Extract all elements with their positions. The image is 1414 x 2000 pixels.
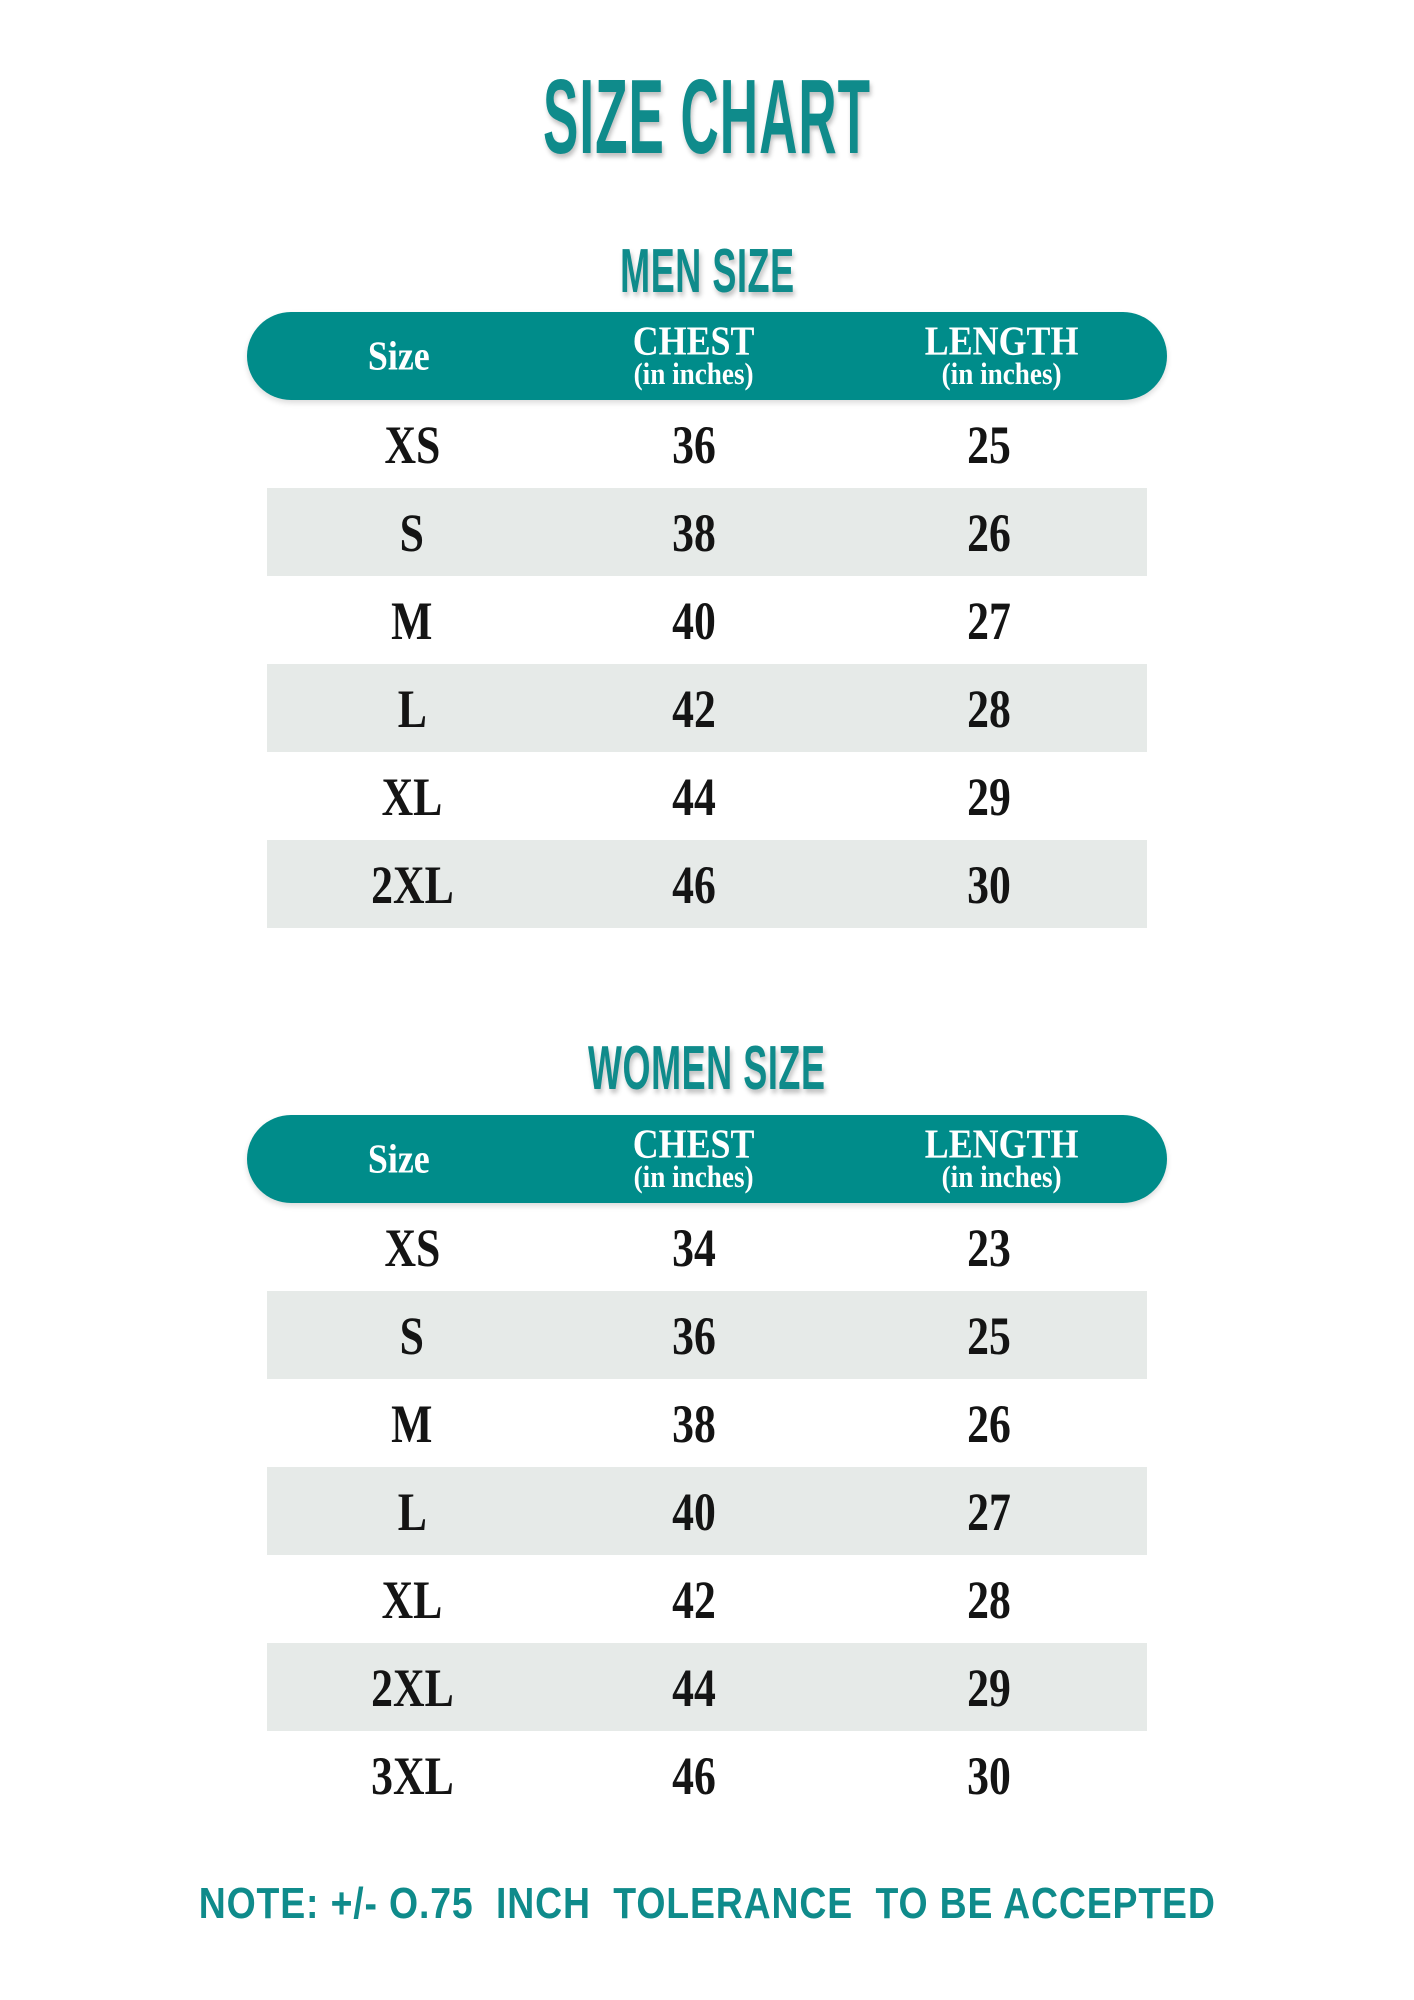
tolerance-note xyxy=(0,1879,1414,1929)
men-header-length-unit: (in inches) xyxy=(941,357,1062,392)
size-cell: 2XL xyxy=(370,854,454,915)
length-cell: 27 xyxy=(966,1481,1011,1542)
table-row xyxy=(267,840,1147,928)
size-cell: S xyxy=(400,1305,425,1366)
chest-cell: 34 xyxy=(671,1217,716,1278)
men-header-chest-label: CHEST xyxy=(632,318,755,365)
size-cell: L xyxy=(397,1481,427,1542)
men-header-length-label: LENGTH xyxy=(924,318,1079,365)
chest-cell: 36 xyxy=(671,1305,716,1366)
length-cell: 28 xyxy=(966,678,1011,739)
table-row xyxy=(267,400,1147,488)
women-size-title xyxy=(0,1034,1414,1104)
length-cell: 30 xyxy=(966,854,1011,915)
men-size-title xyxy=(0,237,1414,307)
chest-cell: 36 xyxy=(671,414,716,475)
men-header-col-chest xyxy=(551,318,836,392)
length-cell: 26 xyxy=(966,502,1011,563)
table-row xyxy=(267,752,1147,840)
size-cell: XS xyxy=(384,1217,441,1278)
size-cell: S xyxy=(400,502,425,563)
page-title xyxy=(0,0,1414,176)
men-header-col-size xyxy=(247,333,551,379)
men-size-section xyxy=(0,239,1414,928)
chest-cell: 40 xyxy=(671,590,716,651)
table-row xyxy=(267,576,1147,664)
size-cell: M xyxy=(391,1393,433,1454)
chest-cell: 42 xyxy=(671,1569,716,1630)
table-row xyxy=(267,1555,1147,1643)
women-header-col-chest xyxy=(551,1121,836,1195)
length-cell: 26 xyxy=(966,1393,1011,1454)
size-cell: 2XL xyxy=(370,1657,454,1718)
size-cell: 3XL xyxy=(370,1745,454,1806)
women-size-section xyxy=(0,1036,1414,1819)
table-row xyxy=(267,1731,1147,1819)
women-header-size-label: Size xyxy=(367,1136,430,1183)
size-cell: L xyxy=(397,678,427,739)
page-title-text: SIZE CHART xyxy=(543,58,871,176)
men-table-header xyxy=(247,312,1167,400)
tolerance-note-text: NOTE: +/- O.75 INCH TOLERANCE TO BE ACCEPTED xyxy=(198,1879,1216,1929)
chest-cell: 42 xyxy=(671,678,716,739)
chest-cell: 38 xyxy=(671,1393,716,1454)
length-cell: 29 xyxy=(966,766,1011,827)
men-size-title-text: MEN SIZE xyxy=(619,237,795,307)
length-cell: 25 xyxy=(966,414,1011,475)
chest-cell: 46 xyxy=(671,854,716,915)
chest-cell: 44 xyxy=(671,766,716,827)
size-cell: XL xyxy=(381,766,443,827)
men-header-chest-unit: (in inches) xyxy=(633,357,754,392)
men-header-size-label: Size xyxy=(367,333,430,379)
length-cell: 23 xyxy=(966,1217,1011,1278)
table-row xyxy=(267,1643,1147,1731)
length-cell: 25 xyxy=(966,1305,1011,1366)
size-cell: M xyxy=(391,590,433,651)
chest-cell: 44 xyxy=(671,1657,716,1718)
table-row xyxy=(267,1379,1147,1467)
size-cell: XL xyxy=(381,1569,443,1630)
women-header-chest-label: CHEST xyxy=(632,1121,755,1168)
size-cell: XS xyxy=(384,414,441,475)
table-row xyxy=(267,1291,1147,1379)
table-row xyxy=(267,1467,1147,1555)
women-table-rows xyxy=(0,1203,1414,1819)
women-header-length-label: LENGTH xyxy=(924,1121,1079,1168)
women-header-chest-unit: (in inches) xyxy=(633,1160,754,1195)
women-size-title-text: WOMEN SIZE xyxy=(588,1034,826,1104)
chest-cell: 40 xyxy=(671,1481,716,1542)
men-header-col-length xyxy=(836,318,1167,392)
women-header-col-length xyxy=(836,1121,1167,1195)
women-header-length-unit: (in inches) xyxy=(941,1160,1062,1195)
length-cell: 29 xyxy=(966,1657,1011,1718)
women-header-col-size xyxy=(247,1136,551,1183)
men-table-rows xyxy=(0,400,1414,928)
length-cell: 28 xyxy=(966,1569,1011,1630)
length-cell: 27 xyxy=(966,590,1011,651)
table-row xyxy=(267,1203,1147,1291)
women-table-header xyxy=(247,1115,1167,1203)
table-row xyxy=(267,488,1147,576)
table-row xyxy=(267,664,1147,752)
length-cell: 30 xyxy=(966,1745,1011,1806)
chest-cell: 46 xyxy=(671,1745,716,1806)
chest-cell: 38 xyxy=(671,502,716,563)
